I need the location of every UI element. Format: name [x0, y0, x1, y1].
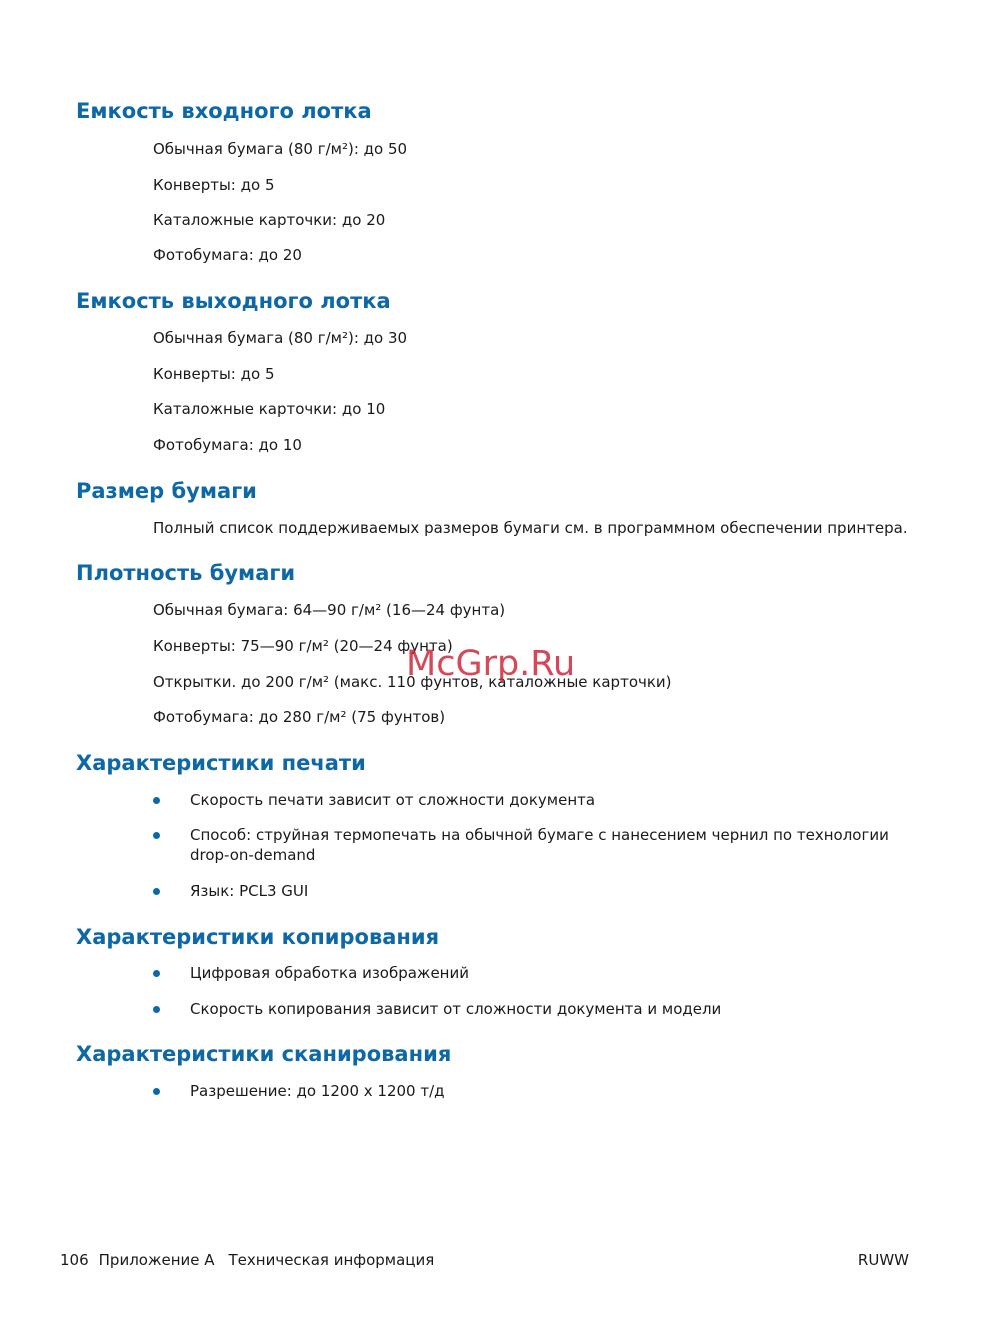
spec-line: Открытки. до 200 г/м² (макс. 110 фунтов, каталожные карточки): [153, 673, 672, 691]
bullet-icon: [153, 797, 160, 804]
spec-line: Фотобумага: до 20: [153, 246, 302, 264]
footer-chapter: Техническая информация: [228, 1251, 435, 1269]
spec-line: Полный список поддерживаемых размеров бумаги см. в программном обеспечении принтера.: [153, 519, 908, 537]
spec-line: Каталожные карточки: до 10: [153, 400, 386, 418]
footer-locale: RUWW: [857, 1251, 909, 1269]
bullet-text: Язык: PCL3 GUI: [190, 882, 309, 900]
bullet-icon: [153, 1088, 160, 1095]
bullet-text: Скорость печати зависит от сложности документа: [190, 791, 596, 809]
spec-line: Фотобумага: до 10: [153, 436, 302, 454]
spec-line: Фотобумага: до 280 г/м² (75 фунтов): [153, 708, 446, 726]
spec-line: Конверты: до 5: [153, 365, 275, 383]
bullet-icon: [153, 1006, 160, 1013]
section-heading: Характеристики печати: [76, 751, 366, 775]
bullet-icon: [153, 970, 160, 977]
spec-line: Обычная бумага (80 г/м²): до 50: [153, 140, 408, 158]
bullet-icon: [153, 832, 160, 839]
bullet-text: Способ: струйная термопечать на обычной бумаге с нанесением чернил по технологии drop-on-demand: [190, 826, 889, 864]
bullet-text: Цифровая обработка изображений: [190, 964, 469, 982]
spec-line: Обычная бумага: 64—90 г/м² (16—24 фунта): [153, 601, 506, 619]
spec-line: Конверты: 75—90 г/м² (20—24 фунта): [153, 637, 453, 655]
section-heading: Характеристики копирования: [76, 925, 440, 949]
footer-appendix: Приложение А: [98, 1251, 215, 1269]
section-heading: Размер бумаги: [76, 479, 257, 503]
section-heading: Плотность бумаги: [76, 561, 296, 585]
page-number: 106: [60, 1251, 89, 1269]
spec-line: Конверты: до 5: [153, 176, 275, 194]
bullet-text: Скорость копирования зависит от сложности документа и модели: [190, 1000, 722, 1018]
section-heading: Емкость входного лотка: [76, 99, 372, 123]
bullet-text: Разрешение: до 1200 x 1200 т/д: [190, 1082, 445, 1100]
spec-line: Обычная бумага (80 г/м²): до 30: [153, 329, 408, 347]
bullet-icon: [153, 888, 160, 895]
section-heading: Емкость выходного лотка: [76, 289, 391, 313]
section-heading: Характеристики сканирования: [76, 1042, 452, 1066]
page-footer: [60, 1250, 444, 1270]
spec-line: Каталожные карточки: до 20: [153, 211, 386, 229]
watermark: McGrp.Ru: [406, 644, 576, 684]
